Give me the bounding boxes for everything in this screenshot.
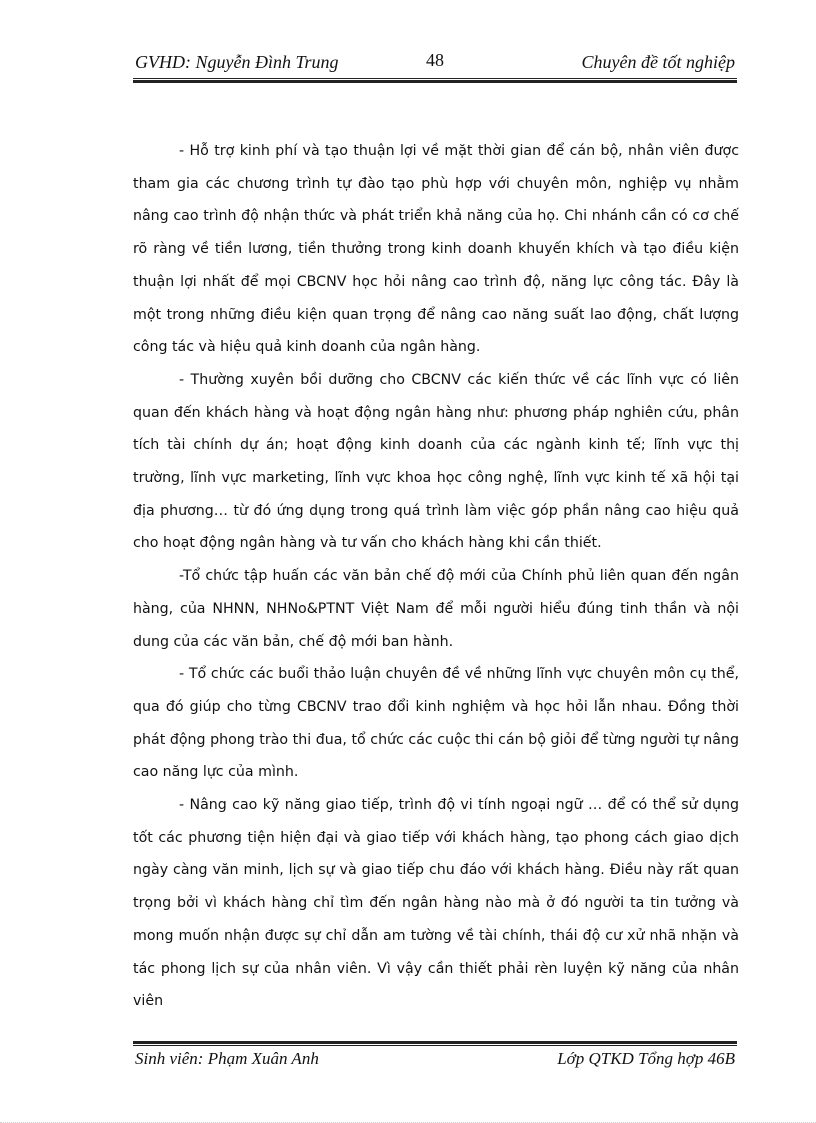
footer-rule-thick: [133, 1041, 737, 1044]
header-rule-thin: [133, 78, 737, 79]
paragraph-5: - Nâng cao kỹ năng giao tiếp, trình độ vi tính ngoại ngữ … để có thể sử dụng tốt các phương tiện hiện đại và giao tiếp với khách hàng, tạo phong cách giao dịch ngày càng văn minh, lịch sự và giao tiếp chu đáo với khách hàng. Điều này rất quan trọng bởi vì khách hàng chỉ tìm đến ngân hàng nào mà ở đó người ta tin tưởng và mong muốn nhận được sự chỉ dẫn am tường về tài chính, thái độ cư xử nhã nhặn và tác phong lịch sự của nhân viên. Vì vậy cần thiết phải rèn luyện kỹ năng của nhân viên: [133, 797, 739, 1010]
paragraph-4: - Tổ chức các buổi thảo luận chuyên đề về những lĩnh vực chuyên môn cụ thể, qua đó giúp cho từng CBCNV trao đổi kinh nghiệm và học hỏi lẫn nhau. Đồng thời phát động phong trào thi đua, tổ chức các cuộc thi cán bộ giỏi để từng người tự nâng cao năng lực của mình.: [133, 666, 739, 781]
paragraph-1: - Hỗ trợ kinh phí và tạo thuận lợi về mặt thời gian để cán bộ, nhân viên được tham gia các chương trình tự đào tạo phù hợp với chuyên môn, nghiệp vụ nhằm nâng cao trình độ nhận thức và phát triển khả năng của họ. Chi nhánh cần có cơ chế rõ ràng về tiền lương, tiền thưởng trong kinh doanh khuyến khích và tạo điều kiện thuận lợi nhất để mọi CBCNV học hỏi nâng cao trình độ, năng lực công tác. Đây là một trong những điều kiện quan trọng để nâng cao năng suất lao động, chất lượng công tác và hiệu quả kinh doanh của ngân hàng.: [133, 143, 739, 356]
footer-student: Sinh viên: Phạm Xuân Anh: [135, 1049, 319, 1068]
paragraph-2: - Thường xuyên bồi dưỡng cho CBCNV các kiến thức về các lĩnh vực có liên quan đến khách hàng và hoạt động ngân hàng như: phương pháp nghiên cứu, phân tích tài chính dự án; hoạt động kinh doanh của các ngành kinh tế; lĩnh vực thị trường, lĩnh vực marketing, lĩnh vực khoa học công nghệ, lĩnh vực kinh tế xã hội tại địa phương… từ đó ứng dụng trong quá trình làm việc góp phần nâng cao hiệu quả cho hoạt động ngân hàng và tư vấn cho khách hàng khi cần thiết.: [133, 371, 739, 552]
page-header: [135, 50, 735, 78]
footer-class: Lớp QTKD Tổng hợp 46B: [557, 1049, 735, 1068]
header-advisor: GVHD: Nguyễn Đình Trung: [135, 52, 339, 72]
paragraph-3: -Tổ chức tập huấn các văn bản chế độ mới của Chính phủ liên quan đến ngân hàng, của NHNN, NHNo&PTNT Việt Nam để mỗi người hiểu đúng tinh thần và nội dung của các văn bản, chế độ mới ban hành.: [133, 568, 739, 650]
page-number: 48: [426, 50, 444, 70]
page-footer: [135, 1049, 735, 1073]
footer-rule-thin: [133, 1045, 737, 1046]
body-text: [133, 135, 739, 1018]
header-rule-thick: [133, 80, 737, 83]
header-doc-type: Chuyên đề tốt nghiệp: [581, 52, 735, 72]
